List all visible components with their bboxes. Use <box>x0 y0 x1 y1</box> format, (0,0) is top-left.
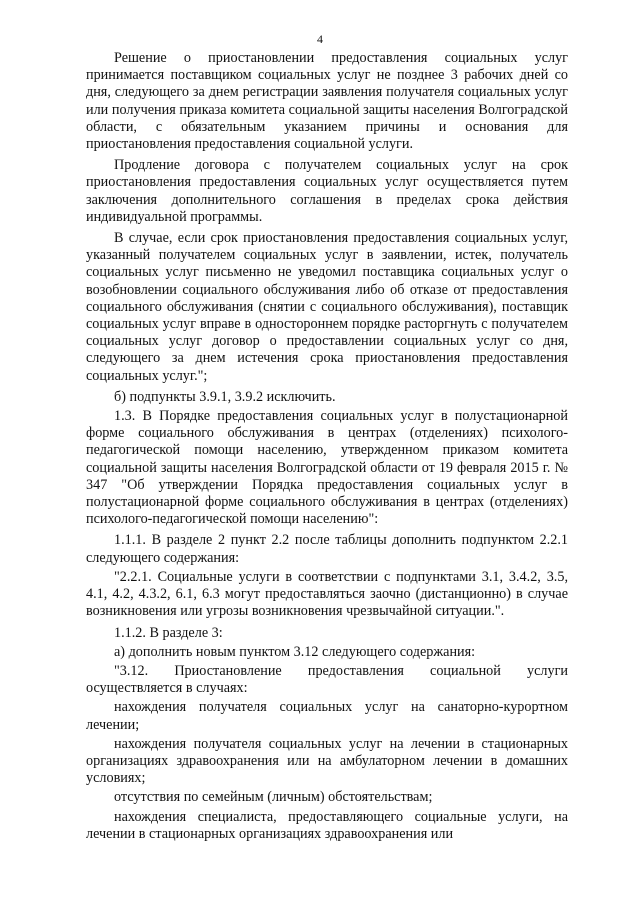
page-number: 4 <box>317 32 323 46</box>
paragraph-case-sanatorium: нахождения получателя социальных услуг на санаторно-курортном лечении; <box>86 699 568 733</box>
paragraph-suspension-decision: Решение о приостановлении предоставления социальных услуг принимается поставщиком социальных услуг не позднее 3 рабочих дней со дня, следующего за днем регистрации заявления получателя социальных услуг или получения приказа комитета социальной защиты населения Волгоградской области, с обязательным указанием причины и основания для приостановления предоставления социальной услуги. <box>86 50 568 153</box>
paragraph-subclause-b: б) подпункты 3.9.1, 3.9.2 исключить. <box>114 388 336 405</box>
paragraph-clause-2-2-1: "2.2.1. Социальные услуги в соответствии с подпунктами 3.1, 3.4.2, 3.5, 4.1, 4.2, 4.3.2, 6.1, 6.3 могут предоставляться заочно (дистанционно) в случае возникновения или угрозы возникновения чрезвычайной ситуации.". <box>86 568 568 620</box>
paragraph-case-hospital: нахождения получателя социальных услуг на лечении в стационарных организациях здравоохранения или на амбулаторном лечении в домашних условиях; <box>86 735 568 787</box>
paragraph-subclause-a: а) дополнить новым пунктом 3.12 следующего содержания: <box>114 643 476 660</box>
paragraph-case-family: отсутствия по семейным (личным) обстоятельствам; <box>114 789 433 806</box>
paragraph-contract-extension: Продление договора с получателем социальных услуг на срок приостановления предоставления социальных услуг осуществляется путем заключения дополнительного соглашения в пределах срока действия индивидуальной программы. <box>86 157 568 225</box>
paragraph-unilateral-termination: В случае, если срок приостановления предоставления социальных услуг, указанный получателем социальных услуг в заявлении, истек, получатель социальных услуг письменно не уведомил поставщика социальных услуг о возобновлении социального обслуживания либо об отказе от предоставления социального обслуживания (снятии с социального обслуживания), поставщик социальных услуг вправе в одностороннем порядке расторгнуть с получателем социальных услуг договор о предоставлении социальных услуг со дня, следующего за днем истечения срока приостановления предоставления социальных услуг."; <box>86 230 568 384</box>
paragraph-case-specialist: нахождения специалиста, предоставляющего социальные услуги, на лечении в стационарных организациях здравоохранения или <box>86 808 568 842</box>
paragraph-clause-1-1-2: 1.1.2. В разделе 3: <box>114 624 223 641</box>
paragraph-clause-3-12: "3.12. Приостановление предоставления социальной услуги осуществляется в случаях: <box>86 662 568 697</box>
document-body <box>86 50 568 845</box>
paragraph-clause-1-3: 1.3. В Порядке предоставления социальных услуг в полустационарной форме социального обслуживания в центрах (отделениях) психолого-педагогической помощи населению, утвержденном приказом комитета социальной защиты населения Волгоградской области от 19 февраля 2015 г. № 347 "Об утверждении Порядка предоставления социальных услуг в полустационарной форме социального обслуживания в центрах (отделениях) психолого-педагогической помощи населению": <box>86 408 568 528</box>
paragraph-clause-1-1-1: 1.1.1. В разделе 2 пункт 2.2 после таблицы дополнить подпунктом 2.2.1 следующего содержания: <box>86 532 568 566</box>
